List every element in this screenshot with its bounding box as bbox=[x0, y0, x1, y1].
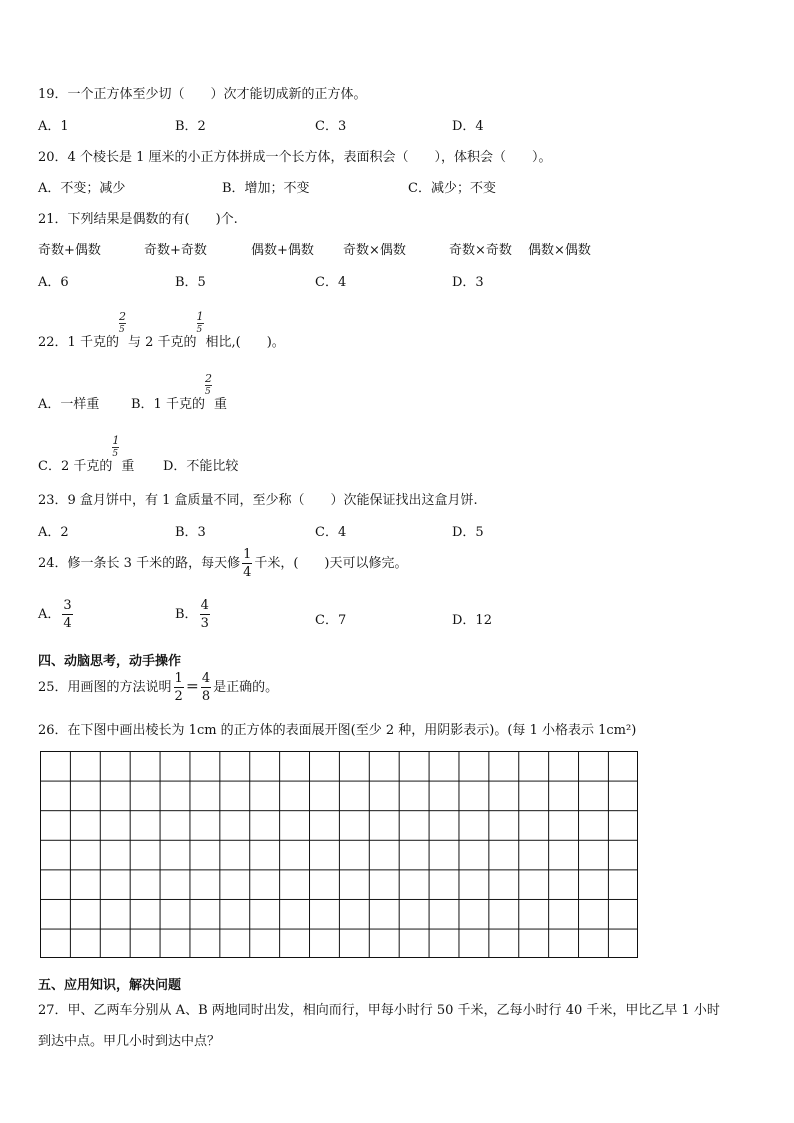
fraction-numerator: 1 bbox=[112, 434, 120, 447]
q22-option-d: D．不能比较 bbox=[163, 459, 239, 474]
q21-item: 奇数×奇数 bbox=[449, 243, 512, 258]
q27-stem-line1: 27．甲、乙两车分别从 A、B 两地同时出发，相向而行，甲每小时行 50 千米，乙每小时行 40 千米，甲比乙早 1 小时 bbox=[38, 1003, 720, 1018]
q21-option-a: A．6 bbox=[38, 275, 69, 290]
fraction bbox=[200, 599, 210, 630]
q22-stem bbox=[38, 310, 285, 350]
fraction bbox=[204, 372, 214, 408]
fraction bbox=[174, 672, 184, 703]
fraction-numerator: 1 bbox=[174, 671, 183, 686]
q19-option-a: A．1 bbox=[38, 119, 69, 134]
q22-option-b-text: B．1 千克的 bbox=[131, 397, 205, 412]
fraction bbox=[118, 310, 128, 346]
q24-option-c: C．7 bbox=[315, 613, 347, 628]
q21-item: 奇数+偶数 bbox=[38, 243, 101, 258]
q24-option-d: D．12 bbox=[452, 613, 492, 628]
q21-item: 奇数+奇数 bbox=[144, 243, 207, 258]
q24-option-b bbox=[175, 599, 212, 630]
fraction-denominator: 5 bbox=[204, 387, 211, 397]
q22-option-c bbox=[38, 434, 135, 474]
q24-stem-part: 千米，( )天可以修完。 bbox=[254, 556, 408, 571]
fraction-denominator: 3 bbox=[200, 616, 209, 631]
fraction-numerator: 1 bbox=[196, 310, 204, 323]
q21-item: 偶数+偶数 bbox=[251, 243, 314, 258]
drawing-grid[interactable] bbox=[40, 751, 638, 958]
fraction-denominator: 5 bbox=[196, 325, 203, 335]
equals-sign: ＝ bbox=[185, 680, 199, 695]
q24-stem bbox=[38, 548, 408, 579]
q19-stem: 19．一个正方体至少切（ ）次才能切成新的正方体。 bbox=[38, 87, 367, 102]
fraction bbox=[242, 548, 252, 579]
q22-stem-part: 相比,( )。 bbox=[205, 335, 285, 350]
q22-option-a: A．一样重 bbox=[38, 397, 100, 412]
q19-option-b: B．2 bbox=[175, 119, 206, 134]
fraction-denominator: 4 bbox=[243, 565, 252, 580]
fraction-denominator: 8 bbox=[201, 689, 211, 704]
fraction bbox=[62, 599, 72, 630]
q21-option-b: B．5 bbox=[175, 275, 206, 290]
section-heading: 五、应用知识，解决问题 bbox=[38, 978, 182, 993]
q20-stem: 20．4 个棱长是 1 厘米的小正方体拼成一个长方体，表面积会（ ），体积会（ ）。 bbox=[38, 150, 552, 165]
q22-option-b bbox=[131, 372, 227, 412]
q27-stem-line2: 到达中点。甲几小时到达中点？ bbox=[38, 1034, 221, 1049]
q23-option-a: A．2 bbox=[38, 525, 69, 540]
q20-option-c: C．减少；不变 bbox=[408, 181, 496, 196]
fraction-denominator: 5 bbox=[112, 449, 119, 459]
q24-stem-part: 24．修一条长 3 千米的路，每天修 bbox=[38, 556, 241, 571]
q22-option-c-text: 重 bbox=[121, 459, 135, 474]
q25-stem bbox=[38, 672, 278, 703]
fraction-denominator: 5 bbox=[118, 325, 125, 335]
q21-item: 偶数×偶数 bbox=[528, 243, 591, 258]
fraction bbox=[201, 672, 211, 703]
q22-stem-part: 22．1 千克的 bbox=[38, 335, 119, 350]
fraction-numerator: 3 bbox=[63, 598, 72, 613]
q21-option-c: C．4 bbox=[315, 275, 347, 290]
q24-option-a bbox=[38, 599, 75, 630]
q23-stem: 23．9 盒月饼中，有 1 盒质量不同，至少称（ ）次能保证找出这盒月饼. bbox=[38, 493, 478, 508]
q23-option-c: C．4 bbox=[315, 525, 347, 540]
q20-option-a: A．不变；减少 bbox=[38, 181, 126, 196]
q22-option-b-text: 重 bbox=[213, 397, 227, 412]
fraction-numerator: 4 bbox=[200, 598, 209, 613]
q25-stem-part: 25．用画图的方法说明 bbox=[38, 680, 172, 695]
q21-stem: 21．下列结果是偶数的有( )个. bbox=[38, 212, 238, 227]
fraction-numerator: 2 bbox=[118, 310, 126, 323]
fraction-numerator: 2 bbox=[204, 372, 212, 385]
q20-option-b: B．增加；不变 bbox=[222, 181, 310, 196]
q24-option-label: B． bbox=[175, 607, 198, 622]
q21-option-d: D．3 bbox=[452, 275, 484, 290]
q21-item: 奇数×偶数 bbox=[343, 243, 406, 258]
fraction-numerator: 1 bbox=[243, 547, 252, 562]
fraction-numerator: 4 bbox=[201, 671, 211, 686]
q26-stem: 26．在下图中画出棱长为 1cm 的正方体的表面展开图(至少 2 种，用阴影表示)。(每 1 小格表示 1cm²) bbox=[38, 723, 637, 738]
q22-stem-part: 与 2 千克的 bbox=[127, 335, 197, 350]
fraction-denominator: 4 bbox=[63, 616, 72, 631]
q23-option-d: D．5 bbox=[452, 525, 484, 540]
fraction bbox=[112, 434, 121, 470]
fraction bbox=[196, 310, 206, 346]
q19-option-c: C．3 bbox=[315, 119, 347, 134]
section-heading: 四、动脑思考，动手操作 bbox=[38, 654, 182, 669]
q19-option-d: D．4 bbox=[452, 119, 484, 134]
q25-stem-part: 是正确的。 bbox=[213, 680, 279, 695]
q23-option-b: B．3 bbox=[175, 525, 206, 540]
q24-option-label: A． bbox=[38, 607, 61, 622]
q22-option-c-text: C．2 千克的 bbox=[38, 459, 113, 474]
fraction-denominator: 2 bbox=[174, 689, 183, 704]
